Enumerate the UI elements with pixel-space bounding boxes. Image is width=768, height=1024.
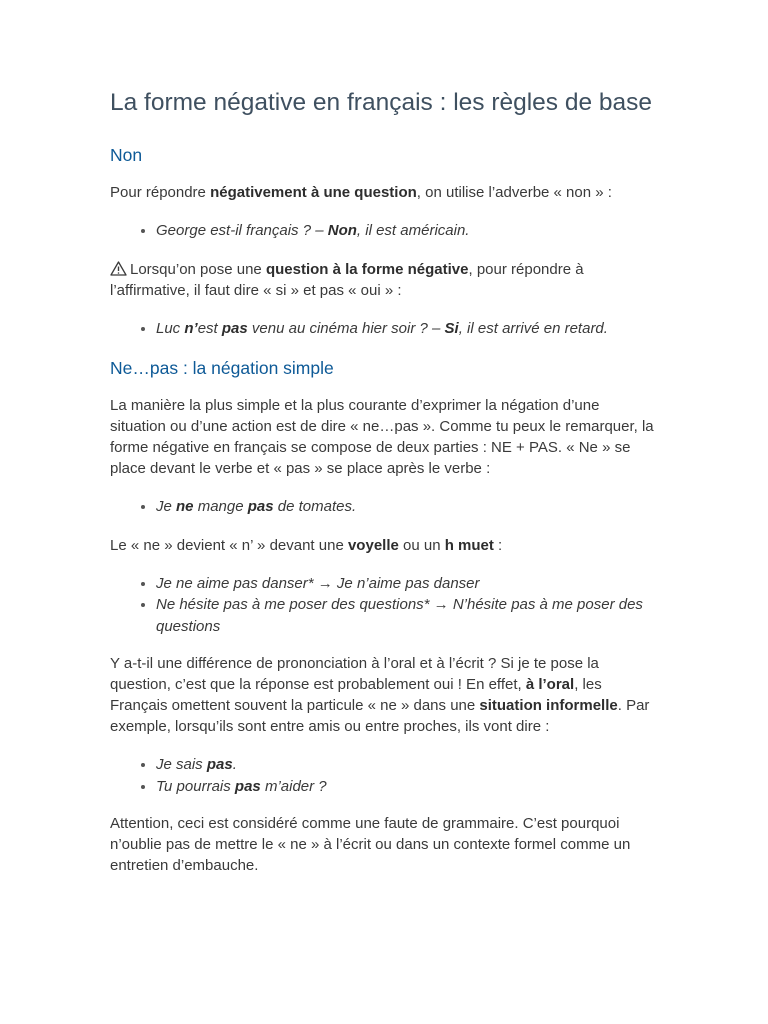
list-item: • Je sais pas.: [156, 754, 658, 776]
list-item: • George est-il français ? – Non, il est américain.: [156, 220, 658, 242]
example-list: [110, 496, 658, 518]
paragraph: Attention, ceci est considéré comme une faute de grammaire. C’est pourquoi n’oublie pas de mettre le « ne » à l’écrit ou dans un contexte formel comme un entretien d’embauche.: [110, 815, 631, 874]
list-item: • Je ne aime pas danser* → Je n’aime pas danser: [156, 573, 658, 595]
list-item: • Tu pourrais pas m’aider ?: [156, 776, 658, 798]
section-heading-ne-pas: Ne…pas : la négation simple: [110, 358, 334, 378]
article: [110, 86, 658, 876]
example-list: [110, 573, 658, 638]
list-item: • Je ne mange pas de tomates.: [156, 496, 658, 518]
section-heading-non: Non: [110, 145, 143, 165]
list-item: • Ne hésite pas à me poser des questions* → N’hésite pas à me poser des questions: [156, 594, 658, 637]
paragraph: Lorsqu’on pose une question à la forme négative, pour répondre à l’affirmative, il faut dire « si » et pas « oui » :: [110, 260, 584, 299]
list-item: • Luc n’est pas venu au cinéma hier soir ? – Si, il est arrivé en retard.: [156, 318, 658, 340]
warning-icon: [110, 259, 127, 280]
paragraph: Pour répondre négativement à une question, on utilise l’adverbe « non » :: [110, 184, 612, 201]
example-list: [110, 754, 658, 797]
example-list: [110, 318, 658, 340]
paragraph: Le « ne » devient « n’ » devant une voyelle ou un h muet :: [110, 536, 503, 554]
paragraph: Y a-t-il une différence de prononciation à l’oral et à l’écrit ? Si je te pose la question, c’est que la réponse est probablement oui ! En effet, à l’oral, les Français omettent souvent la particule « ne » dans une situation informelle. Par exemple, lorsqu’ils sont entre amis ou entre proches, ils vont dire :: [110, 655, 650, 735]
page-title: La forme négative en français : les règles de base: [110, 89, 653, 116]
paragraph: La manière la plus simple et la plus courante d’exprimer la négation d’une situation ou d’une action est de dire « ne…pas ». Comme tu peux le remarquer, la forme négative en français se compose de deux parties : NE + PAS. « Ne » se place devant le verbe et « pas » se place après le verbe :: [110, 397, 654, 477]
example-list: [110, 220, 658, 242]
